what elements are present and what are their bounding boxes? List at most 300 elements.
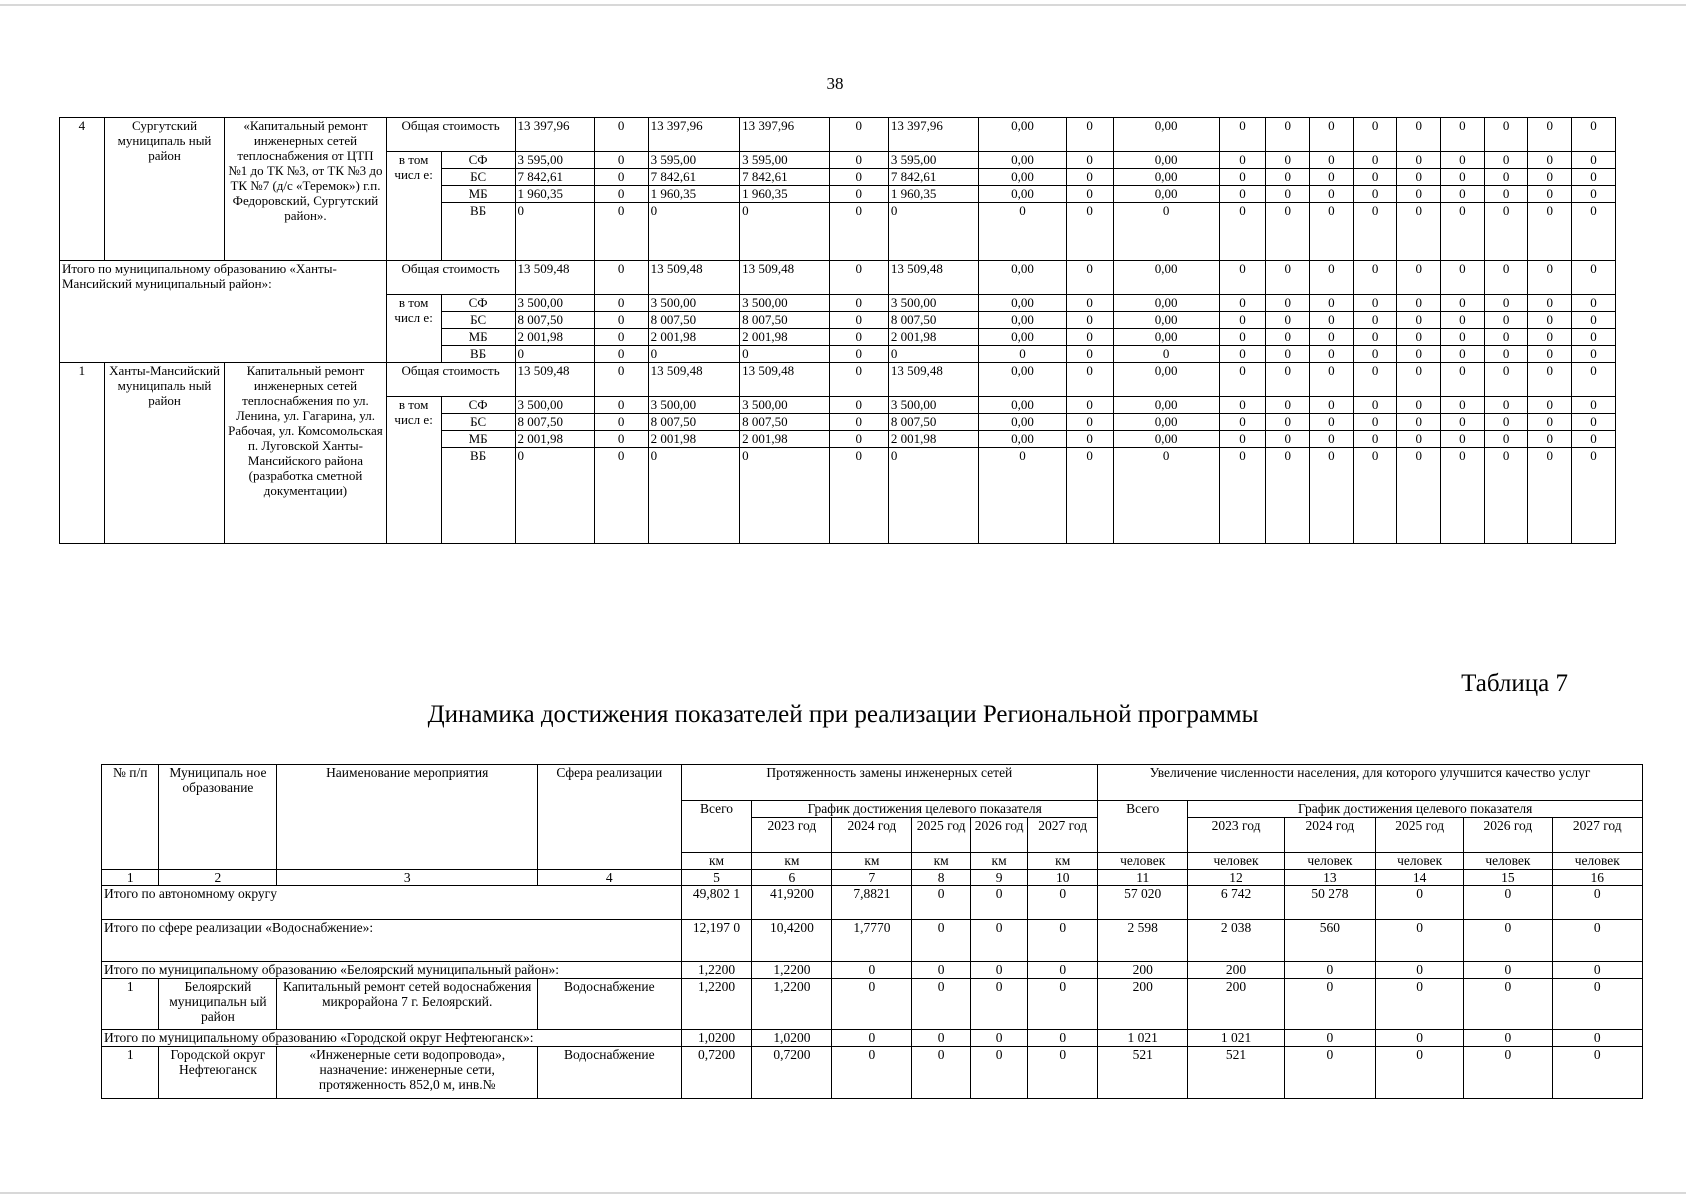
value-cell: 0 bbox=[829, 363, 888, 397]
value-cell: 0 bbox=[1572, 397, 1616, 414]
value-cell: 0 bbox=[1552, 979, 1643, 1030]
value-cell: 0 bbox=[1376, 979, 1464, 1030]
total-cost-label: Общая стоимость bbox=[386, 261, 515, 295]
value-cell: 3 500,00 bbox=[648, 295, 740, 312]
value-cell: 1,0200 bbox=[752, 1030, 832, 1047]
value-cell: 0 bbox=[970, 886, 1027, 920]
value-cell: 0 bbox=[1310, 295, 1354, 312]
value-cell: 0 bbox=[1376, 920, 1464, 962]
value-cell: 0 bbox=[1353, 312, 1397, 329]
value-cell: 1 960,35 bbox=[888, 186, 978, 203]
value-cell: 0,00 bbox=[1113, 118, 1219, 152]
funding-source-code: ВБ bbox=[441, 203, 515, 261]
value-cell: 0 bbox=[1353, 397, 1397, 414]
value-cell: 0,00 bbox=[1113, 186, 1219, 203]
value-cell: 0 bbox=[888, 346, 978, 363]
header-year-length: 2023 год bbox=[752, 818, 832, 853]
value-cell: 0 bbox=[1066, 363, 1113, 397]
value-cell: 0 bbox=[594, 397, 648, 414]
value-cell: 0 bbox=[1397, 312, 1441, 329]
value-cell: 10,4200 bbox=[752, 920, 832, 962]
value-cell: 0,00 bbox=[1113, 169, 1219, 186]
value-cell: 0 bbox=[1441, 448, 1485, 544]
value-cell: 0 bbox=[1266, 169, 1310, 186]
value-cell: 0 bbox=[594, 169, 648, 186]
value-cell: 0 bbox=[1310, 261, 1354, 295]
column-number: 6 bbox=[752, 870, 832, 886]
value-cell: 0 bbox=[1397, 414, 1441, 431]
value-cell: 3 500,00 bbox=[740, 295, 829, 312]
value-cell: 8 007,50 bbox=[648, 414, 740, 431]
value-cell: 0 bbox=[1310, 186, 1354, 203]
value-cell: 0 bbox=[1572, 312, 1616, 329]
value-cell: 0 bbox=[1528, 118, 1572, 152]
value-cell: 0 bbox=[1113, 448, 1219, 544]
value-cell: 2 001,98 bbox=[515, 431, 594, 448]
column-number: 14 bbox=[1376, 870, 1464, 886]
value-cell: 0 bbox=[1028, 886, 1098, 920]
unit-km: км bbox=[832, 853, 912, 870]
value-cell: 0 bbox=[1484, 295, 1528, 312]
value-cell: 1 960,35 bbox=[740, 186, 829, 203]
value-cell: 0 bbox=[1113, 203, 1219, 261]
value-cell: 0 bbox=[1376, 1047, 1464, 1099]
funding-source-code: БС bbox=[441, 312, 515, 329]
value-cell: 0 bbox=[1528, 397, 1572, 414]
table-7 bbox=[101, 764, 1643, 1099]
value-cell: 0 bbox=[1266, 448, 1310, 544]
value-cell: 0 bbox=[1572, 363, 1616, 397]
value-cell: 0 bbox=[912, 886, 970, 920]
value-cell: 0 bbox=[912, 1047, 970, 1099]
value-cell: 0 bbox=[1066, 295, 1113, 312]
value-cell: 1,2200 bbox=[752, 979, 832, 1030]
value-cell: 0 bbox=[832, 1047, 912, 1099]
value-cell: 7 842,61 bbox=[888, 169, 978, 186]
measure-name: «Инженерные сети водопровода», назначение: инженерные сети, протяженность 852,0 м, инв.№ bbox=[277, 1047, 538, 1099]
value-cell: 0,00 bbox=[1113, 261, 1219, 295]
value-cell: 0 bbox=[979, 448, 1066, 544]
value-cell: 0 bbox=[1310, 414, 1354, 431]
header-year-population: 2024 год bbox=[1284, 818, 1375, 853]
value-cell: 0 bbox=[1397, 329, 1441, 346]
value-cell: 0 bbox=[912, 1030, 970, 1047]
value-cell: 0 bbox=[1572, 152, 1616, 169]
value-cell: 0 bbox=[1353, 203, 1397, 261]
value-cell: 0 bbox=[832, 1030, 912, 1047]
value-cell: 0 bbox=[912, 979, 970, 1030]
value-cell: 0 bbox=[1397, 169, 1441, 186]
funding-source-code: СФ bbox=[441, 152, 515, 169]
column-number: 2 bbox=[159, 870, 277, 886]
subtotal-label: Итого по сфере реализации «Водоснабжение»: bbox=[102, 920, 682, 962]
including-label: в том числ е: bbox=[386, 295, 441, 363]
value-cell: 0 bbox=[1284, 979, 1375, 1030]
municipality: Сургутский муниципаль ный район bbox=[104, 118, 225, 261]
column-number: 13 bbox=[1284, 870, 1375, 886]
value-cell: 0 bbox=[1484, 186, 1528, 203]
value-cell: 0 bbox=[1397, 346, 1441, 363]
value-cell: 0 bbox=[740, 346, 829, 363]
value-cell: 0 bbox=[1219, 295, 1266, 312]
value-cell: 0 bbox=[970, 962, 1027, 979]
value-cell: 13 509,48 bbox=[740, 363, 829, 397]
value-cell: 0 bbox=[515, 203, 594, 261]
value-cell: 0 bbox=[1484, 431, 1528, 448]
value-cell: 1,7770 bbox=[832, 920, 912, 962]
value-cell: 0 bbox=[1572, 203, 1616, 261]
including-label: в том числ е: bbox=[386, 397, 441, 544]
value-cell: 0 bbox=[829, 203, 888, 261]
including-label: в том числ е: bbox=[386, 152, 441, 261]
value-cell: 0 bbox=[740, 203, 829, 261]
value-cell: 0 bbox=[1266, 203, 1310, 261]
value-cell: 3 595,00 bbox=[740, 152, 829, 169]
value-cell: 0 bbox=[594, 346, 648, 363]
value-cell: 0 bbox=[1219, 118, 1266, 152]
value-cell: 0,00 bbox=[979, 152, 1066, 169]
value-cell: 0 bbox=[594, 203, 648, 261]
upper-table bbox=[59, 117, 1616, 544]
value-cell: 0 bbox=[1066, 186, 1113, 203]
value-cell: 521 bbox=[1188, 1047, 1284, 1099]
value-cell: 0 bbox=[1028, 1030, 1098, 1047]
total-cost-label: Общая стоимость bbox=[386, 118, 515, 152]
funding-source-code: МБ bbox=[441, 186, 515, 203]
value-cell: 0 bbox=[1266, 295, 1310, 312]
value-cell: 13 509,48 bbox=[888, 363, 978, 397]
unit-people: человек bbox=[1188, 853, 1284, 870]
value-cell: 2 001,98 bbox=[648, 329, 740, 346]
value-cell: 0,7200 bbox=[681, 1047, 752, 1099]
value-cell: 0 bbox=[829, 329, 888, 346]
value-cell: 0 bbox=[1219, 414, 1266, 431]
value-cell: 0 bbox=[829, 346, 888, 363]
unit-people: человек bbox=[1284, 853, 1375, 870]
value-cell: 0 bbox=[1397, 118, 1441, 152]
value-cell: 50 278 bbox=[1284, 886, 1375, 920]
column-number: 1 bbox=[102, 870, 159, 886]
total-cost-label: Общая стоимость bbox=[386, 363, 515, 397]
header-year-length: 2026 год bbox=[970, 818, 1027, 853]
value-cell: 0 bbox=[1066, 397, 1113, 414]
value-cell: 8 007,50 bbox=[888, 414, 978, 431]
value-cell: 0 bbox=[648, 203, 740, 261]
value-cell: 0 bbox=[1441, 329, 1485, 346]
unit-people: человек bbox=[1464, 853, 1552, 870]
value-cell: 0 bbox=[1397, 431, 1441, 448]
header-year-length: 2025 год bbox=[912, 818, 970, 853]
value-cell: 3 595,00 bbox=[515, 152, 594, 169]
column-number: 16 bbox=[1552, 870, 1643, 886]
row-number: 4 bbox=[60, 118, 105, 261]
value-cell: 0 bbox=[1528, 152, 1572, 169]
value-cell: 0 bbox=[829, 295, 888, 312]
value-cell: 2 001,98 bbox=[515, 329, 594, 346]
value-cell: 8 007,50 bbox=[740, 414, 829, 431]
header-year-population: 2026 год bbox=[1464, 818, 1552, 853]
value-cell: 2 001,98 bbox=[740, 329, 829, 346]
value-cell: 3 595,00 bbox=[888, 152, 978, 169]
value-cell: 7 842,61 bbox=[515, 169, 594, 186]
subtotal-label: Итого по автономному округу bbox=[102, 886, 682, 920]
value-cell: 0 bbox=[1284, 1030, 1375, 1047]
funding-source-code: СФ bbox=[441, 397, 515, 414]
value-cell: 0 bbox=[1066, 118, 1113, 152]
value-cell: 1,2200 bbox=[752, 962, 832, 979]
value-cell: 0 bbox=[1441, 186, 1485, 203]
funding-source-code: БС bbox=[441, 414, 515, 431]
value-cell: 0 bbox=[1572, 346, 1616, 363]
value-cell: 13 509,48 bbox=[740, 261, 829, 295]
value-cell: 0 bbox=[1441, 346, 1485, 363]
header-year-length: 2024 год bbox=[832, 818, 912, 853]
value-cell: 0 bbox=[1484, 346, 1528, 363]
value-cell: 0,00 bbox=[1113, 152, 1219, 169]
value-cell: 0 bbox=[1397, 203, 1441, 261]
column-number: 10 bbox=[1028, 870, 1098, 886]
municipality: Белоярский муниципальн ый район bbox=[159, 979, 277, 1030]
value-cell: 200 bbox=[1098, 962, 1188, 979]
municipality: Городской округ Нефтеюганск bbox=[159, 1047, 277, 1099]
value-cell: 13 509,48 bbox=[648, 261, 740, 295]
value-cell: 1,2200 bbox=[681, 979, 752, 1030]
value-cell: 0 bbox=[1397, 295, 1441, 312]
value-cell: 0 bbox=[1353, 169, 1397, 186]
value-cell: 0 bbox=[515, 346, 594, 363]
value-cell: 1 960,35 bbox=[515, 186, 594, 203]
value-cell: 0 bbox=[1353, 295, 1397, 312]
value-cell: 0 bbox=[1066, 329, 1113, 346]
value-cell: 0,00 bbox=[1113, 431, 1219, 448]
value-cell: 0 bbox=[1266, 329, 1310, 346]
value-cell: 0 bbox=[1219, 397, 1266, 414]
value-cell: 0 bbox=[1310, 329, 1354, 346]
header-num: № п/п bbox=[102, 765, 159, 870]
value-cell: 3 500,00 bbox=[515, 295, 594, 312]
value-cell: 521 bbox=[1098, 1047, 1188, 1099]
value-cell: 0 bbox=[1266, 363, 1310, 397]
value-cell: 8 007,50 bbox=[515, 414, 594, 431]
value-cell: 0 bbox=[594, 448, 648, 544]
sphere: Водоснабжение bbox=[537, 979, 681, 1030]
value-cell: 0 bbox=[1528, 329, 1572, 346]
value-cell: 0,00 bbox=[979, 329, 1066, 346]
value-cell: 0 bbox=[832, 962, 912, 979]
value-cell: 1 021 bbox=[1188, 1030, 1284, 1047]
value-cell: 0 bbox=[1572, 414, 1616, 431]
value-cell: 0 bbox=[1219, 152, 1266, 169]
value-cell: 0 bbox=[1028, 962, 1098, 979]
value-cell: 0,00 bbox=[1113, 329, 1219, 346]
group-total-label: Итого по муниципальному образованию «Ханты-Мансийский муниципальный район»: bbox=[60, 261, 387, 363]
column-number: 5 bbox=[681, 870, 752, 886]
value-cell: 0 bbox=[1219, 169, 1266, 186]
column-number: 4 bbox=[537, 870, 681, 886]
header-year-length: 2027 год bbox=[1028, 818, 1098, 853]
value-cell: 0 bbox=[829, 448, 888, 544]
value-cell: 0 bbox=[1441, 363, 1485, 397]
value-cell: 0 bbox=[1219, 329, 1266, 346]
column-number: 15 bbox=[1464, 870, 1552, 886]
value-cell: 0 bbox=[1552, 1030, 1643, 1047]
funding-source-code: ВБ bbox=[441, 346, 515, 363]
measure-name: Капитальный ремонт сетей водоснабжения микрорайона 7 г. Белоярский. bbox=[277, 979, 538, 1030]
value-cell: 0 bbox=[1441, 431, 1485, 448]
value-cell: 0 bbox=[829, 186, 888, 203]
value-cell: 2 038 bbox=[1188, 920, 1284, 962]
header-length-schedule: График достижения целевого показателя bbox=[752, 801, 1098, 818]
value-cell: 0 bbox=[594, 186, 648, 203]
value-cell: 0,00 bbox=[979, 312, 1066, 329]
value-cell: 0,00 bbox=[1113, 363, 1219, 397]
unit-km: км bbox=[752, 853, 832, 870]
value-cell: 0 bbox=[1528, 431, 1572, 448]
value-cell: 0 bbox=[1572, 295, 1616, 312]
funding-source-code: БС bbox=[441, 169, 515, 186]
value-cell: 0 bbox=[1310, 397, 1354, 414]
value-cell: 0 bbox=[1528, 261, 1572, 295]
header-length-total: Всего bbox=[681, 801, 752, 853]
value-cell: 0 bbox=[594, 312, 648, 329]
value-cell: 0 bbox=[1266, 397, 1310, 414]
value-cell: 0 bbox=[979, 346, 1066, 363]
value-cell: 0 bbox=[1528, 414, 1572, 431]
value-cell: 0 bbox=[1066, 346, 1113, 363]
measure-name: Капитальный ремонт инженерных сетей теплоснабжения по ул. Ленина, ул. Гагарина, ул. Рабочая, ул. Комсомольская п. Луговской Ханты-Мансийского района (разработка сметной документации) bbox=[225, 363, 386, 544]
value-cell: 3 500,00 bbox=[740, 397, 829, 414]
value-cell: 0 bbox=[1484, 312, 1528, 329]
value-cell: 0 bbox=[1464, 979, 1552, 1030]
value-cell: 0 bbox=[829, 312, 888, 329]
unit-km: км bbox=[1028, 853, 1098, 870]
value-cell: 0 bbox=[1441, 203, 1485, 261]
value-cell: 0 bbox=[829, 397, 888, 414]
value-cell: 0,00 bbox=[979, 186, 1066, 203]
value-cell: 13 397,96 bbox=[888, 118, 978, 152]
value-cell: 0 bbox=[1441, 312, 1485, 329]
value-cell: 0 bbox=[1484, 118, 1528, 152]
value-cell: 0 bbox=[1397, 363, 1441, 397]
value-cell: 3 595,00 bbox=[648, 152, 740, 169]
value-cell: 1 021 bbox=[1098, 1030, 1188, 1047]
value-cell: 0,7200 bbox=[752, 1047, 832, 1099]
value-cell: 0 bbox=[1484, 414, 1528, 431]
value-cell: 0 bbox=[1376, 1030, 1464, 1047]
measure-name: «Капитальный ремонт инженерных сетей теплоснабжения от ЦТП №1 до ТК №3, от ТК №3 до ТК №7 (д/с «Теремок») г.п. Федоровский, Сургутский район». bbox=[225, 118, 386, 261]
value-cell: 0 bbox=[1572, 118, 1616, 152]
value-cell: 0 bbox=[1310, 312, 1354, 329]
value-cell: 0 bbox=[1310, 363, 1354, 397]
value-cell: 3 500,00 bbox=[888, 397, 978, 414]
value-cell: 0 bbox=[970, 920, 1027, 962]
value-cell: 0 bbox=[1572, 329, 1616, 346]
value-cell: 0,00 bbox=[979, 295, 1066, 312]
header-name: Наименование мероприятия bbox=[277, 765, 538, 870]
row-number: 1 bbox=[102, 979, 159, 1030]
value-cell: 0 bbox=[1028, 1047, 1098, 1099]
value-cell: 0,00 bbox=[979, 261, 1066, 295]
value-cell: 0 bbox=[1284, 962, 1375, 979]
value-cell: 0 bbox=[832, 979, 912, 1030]
value-cell: 0,00 bbox=[979, 363, 1066, 397]
value-cell: 0 bbox=[1066, 261, 1113, 295]
header-mo: Муниципаль ное образование bbox=[159, 765, 277, 870]
value-cell: 0 bbox=[970, 979, 1027, 1030]
value-cell: 8 007,50 bbox=[515, 312, 594, 329]
value-cell: 1,0200 bbox=[681, 1030, 752, 1047]
value-cell: 0,00 bbox=[979, 414, 1066, 431]
value-cell: 0 bbox=[1113, 346, 1219, 363]
value-cell: 0 bbox=[1484, 169, 1528, 186]
value-cell: 0 bbox=[1552, 920, 1643, 962]
value-cell: 2 001,98 bbox=[740, 431, 829, 448]
table-label: Таблица 7 bbox=[1461, 670, 1568, 697]
value-cell: 13 509,48 bbox=[888, 261, 978, 295]
value-cell: 0 bbox=[740, 448, 829, 544]
value-cell: 0 bbox=[1441, 152, 1485, 169]
value-cell: 0 bbox=[970, 1030, 1027, 1047]
value-cell: 0 bbox=[1397, 448, 1441, 544]
value-cell: 3 500,00 bbox=[648, 397, 740, 414]
value-cell: 0 bbox=[1266, 346, 1310, 363]
value-cell: 8 007,50 bbox=[648, 312, 740, 329]
value-cell: 13 509,48 bbox=[515, 363, 594, 397]
value-cell: 0 bbox=[648, 448, 740, 544]
value-cell: 0 bbox=[829, 431, 888, 448]
value-cell: 0 bbox=[1219, 448, 1266, 544]
value-cell: 0 bbox=[1528, 346, 1572, 363]
value-cell: 0 bbox=[1219, 431, 1266, 448]
value-cell: 0 bbox=[1310, 169, 1354, 186]
value-cell: 0,00 bbox=[1113, 295, 1219, 312]
header-year-population: 2027 год bbox=[1552, 818, 1643, 853]
value-cell: 13 509,48 bbox=[648, 363, 740, 397]
value-cell: 8 007,50 bbox=[888, 312, 978, 329]
value-cell: 0 bbox=[1353, 346, 1397, 363]
value-cell: 0 bbox=[1310, 118, 1354, 152]
value-cell: 0 bbox=[829, 261, 888, 295]
value-cell: 0 bbox=[594, 295, 648, 312]
value-cell: 3 500,00 bbox=[888, 295, 978, 312]
value-cell: 0 bbox=[1266, 118, 1310, 152]
value-cell: 0 bbox=[829, 152, 888, 169]
value-cell: 0 bbox=[1441, 261, 1485, 295]
value-cell: 0 bbox=[970, 1047, 1027, 1099]
value-cell: 0 bbox=[1441, 169, 1485, 186]
header-sphere: Сфера реализации bbox=[537, 765, 681, 870]
value-cell: 0 bbox=[912, 962, 970, 979]
value-cell: 0 bbox=[1310, 448, 1354, 544]
value-cell: 0 bbox=[1066, 431, 1113, 448]
value-cell: 13 397,96 bbox=[648, 118, 740, 152]
value-cell: 57 020 bbox=[1098, 886, 1188, 920]
value-cell: 0 bbox=[1441, 397, 1485, 414]
funding-source-code: МБ bbox=[441, 431, 515, 448]
value-cell: 0 bbox=[979, 203, 1066, 261]
value-cell: 3 500,00 bbox=[515, 397, 594, 414]
value-cell: 0 bbox=[1552, 962, 1643, 979]
value-cell: 0,00 bbox=[1113, 312, 1219, 329]
value-cell: 0 bbox=[1219, 261, 1266, 295]
funding-source-code: МБ bbox=[441, 329, 515, 346]
value-cell: 0 bbox=[1310, 431, 1354, 448]
value-cell: 0 bbox=[888, 448, 978, 544]
value-cell: 0 bbox=[1310, 346, 1354, 363]
value-cell: 0 bbox=[1484, 397, 1528, 414]
unit-km: км bbox=[970, 853, 1027, 870]
value-cell: 0 bbox=[594, 414, 648, 431]
